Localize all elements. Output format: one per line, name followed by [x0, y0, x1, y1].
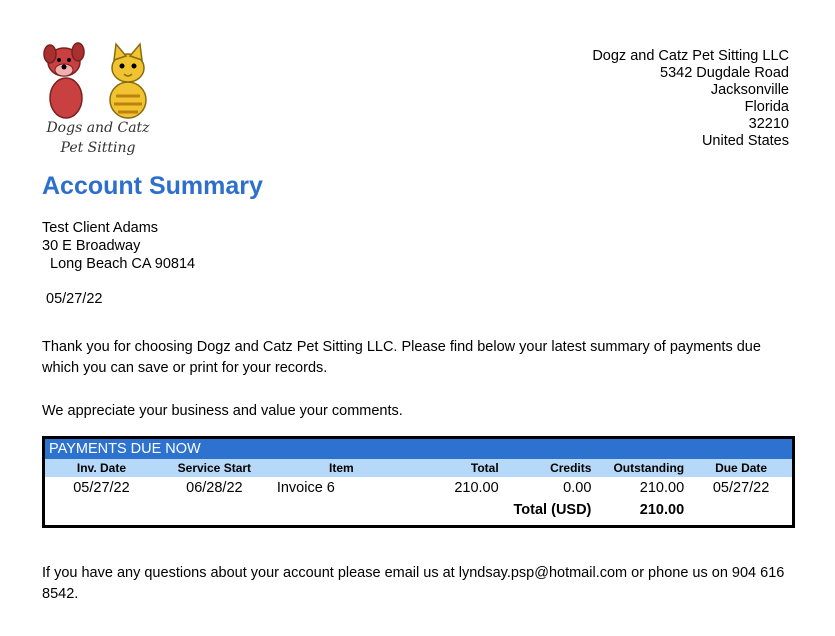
client-name: Test Client Adams	[42, 220, 159, 236]
total-value: 210.00	[639, 502, 685, 518]
col-inv-date: Inv. Date	[45, 459, 158, 477]
payments-heading: PAYMENTS DUE NOW	[45, 439, 792, 459]
cell-service-start: 06/28/22	[186, 480, 243, 496]
intro-message: Thank you for choosing Dogz and Catz Pet Sitting LLC. Please find below your latest summary of payments due which you can save or print for your records.	[42, 339, 761, 376]
col-due-date: Due Date	[690, 459, 792, 477]
col-credits: Credits	[505, 459, 598, 477]
cell-item: Invoice 6	[276, 480, 335, 496]
appreciation-message: We appreciate your business and value your comments.	[42, 403, 403, 419]
company-zip: 32210	[748, 116, 789, 132]
col-item: Item	[271, 459, 412, 477]
col-service-start: Service Start	[158, 459, 271, 477]
company-address	[592, 48, 789, 150]
statement-date: 05/27/22	[46, 291, 103, 307]
cell-total: 210.00	[454, 480, 499, 496]
total-label: Total (USD)	[513, 502, 592, 518]
page-title: Account Summary	[42, 172, 263, 200]
client-street: 30 E Broadway	[42, 238, 141, 254]
dog-and-cat-icon	[38, 40, 163, 120]
company-city: Jacksonville	[710, 82, 789, 98]
logo-text-line1: Dogs and Catz	[46, 120, 150, 136]
company-logo	[38, 40, 163, 160]
total-row	[45, 499, 792, 521]
company-street: 5342 Dugdale Road	[660, 65, 789, 81]
cell-inv-date: 05/27/22	[73, 480, 130, 496]
client-city: Long Beach CA 90814	[50, 256, 196, 272]
payments-table	[42, 436, 795, 528]
cell-credits: 0.00	[563, 480, 592, 496]
col-total: Total	[412, 459, 505, 477]
cell-due-date: 05/27/22	[712, 480, 770, 496]
company-country: United States	[701, 133, 789, 149]
company-name: Dogz and Catz Pet Sitting LLC	[592, 48, 789, 64]
table-row	[45, 477, 792, 499]
company-state: Florida	[744, 99, 789, 115]
col-outstanding: Outstanding	[597, 459, 690, 477]
contact-message: If you have any questions about your account please email us at lyndsay.psp@hotmail.com or phone us on 904 616 8542.	[42, 565, 785, 602]
cell-outstanding: 210.00	[639, 480, 685, 496]
client-address	[42, 219, 195, 273]
column-header-row	[45, 459, 792, 477]
logo-text-line2: Pet Sitting	[60, 140, 136, 156]
